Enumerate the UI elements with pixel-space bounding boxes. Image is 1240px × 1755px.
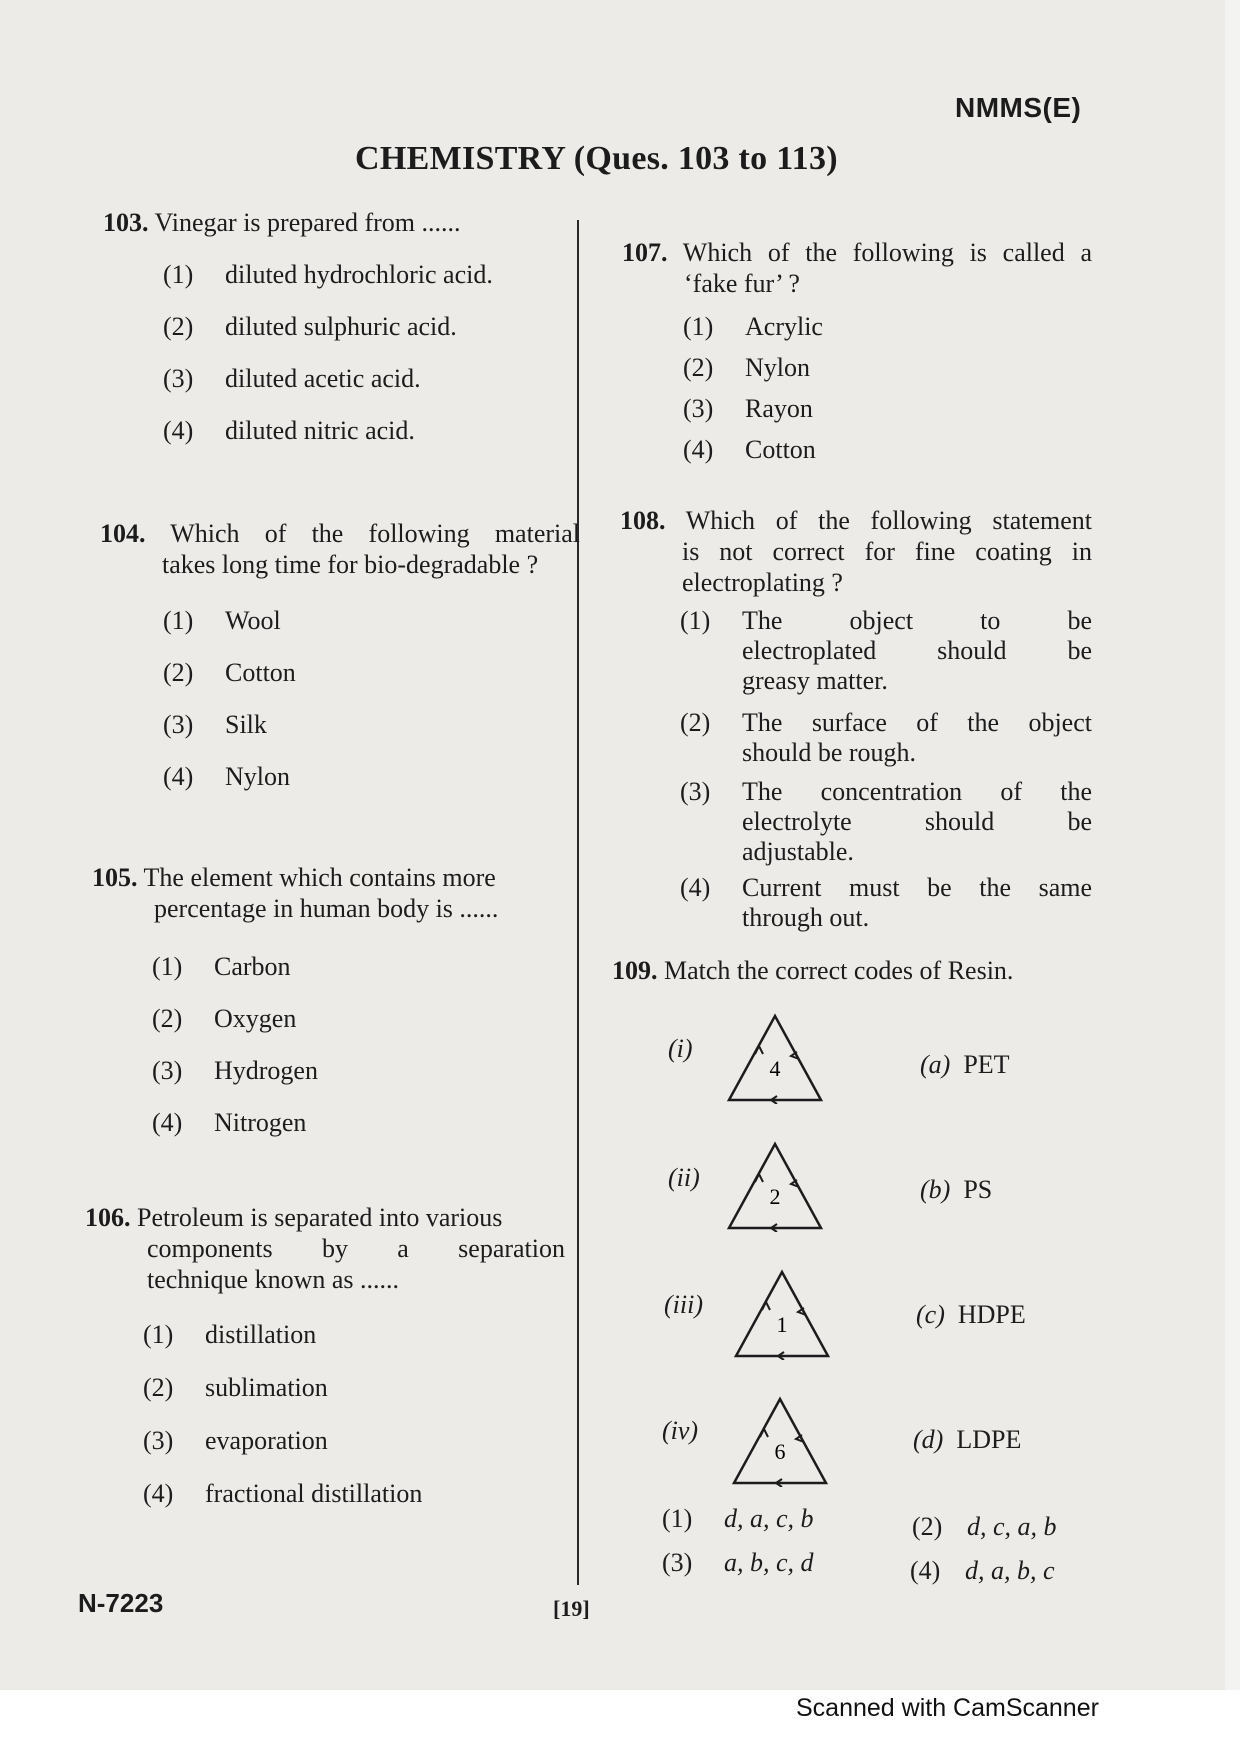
option[interactable] (143, 1479, 422, 1509)
question-text-line: Which of the following material (170, 519, 581, 548)
option-text: d, a, c, b (724, 1504, 814, 1533)
question-text-line: ‘fake fur’ ? (684, 269, 800, 298)
question-105 (92, 862, 572, 924)
option-number: (3) (163, 710, 194, 739)
question-text-line: Petroleum is separated into various (137, 1203, 503, 1232)
option-number: (4) (680, 873, 711, 902)
question-text-line: electroplating ? (682, 568, 843, 597)
option[interactable] (680, 708, 1092, 768)
page-number: [19] (553, 1596, 590, 1621)
option-number: (3) (680, 777, 711, 806)
option[interactable] (143, 1373, 328, 1403)
question-104 (100, 518, 580, 580)
option-number: (2) (680, 708, 711, 737)
answer-option[interactable] (910, 1556, 1055, 1586)
option-number: (2) (163, 658, 194, 687)
option[interactable] (163, 260, 493, 290)
option-text: d, a, b, c (965, 1556, 1055, 1585)
option[interactable] (683, 394, 813, 424)
resin-name (920, 1175, 992, 1205)
option-number: (4) (163, 762, 194, 791)
option-number: (1) (662, 1504, 693, 1533)
option[interactable] (163, 416, 415, 446)
option[interactable] (163, 710, 267, 740)
question-109 (612, 955, 1013, 986)
recycle-triangle-icon (730, 1395, 830, 1487)
option-text: Nylon (745, 353, 810, 382)
recycle-triangle-icon (732, 1268, 832, 1360)
recycle-triangle-icon (725, 1012, 825, 1104)
option[interactable] (163, 364, 421, 394)
option-number: (3) (662, 1548, 693, 1577)
option-text: Nylon (225, 762, 290, 791)
resin-text: PET (963, 1050, 1010, 1079)
resin-code: 1 (776, 1312, 788, 1337)
resin-letter: (d) (913, 1425, 944, 1454)
resin-code: 4 (769, 1056, 781, 1081)
option-text: diluted acetic acid. (225, 364, 421, 393)
answer-option[interactable] (912, 1512, 1057, 1542)
option[interactable] (163, 762, 290, 792)
question-text-line: components by a separation (147, 1234, 565, 1263)
option-text-line: The surface of the object (742, 708, 1092, 737)
option-text: d, c, a, b (967, 1512, 1057, 1541)
option-number: (3) (163, 364, 194, 393)
option-number: (4) (152, 1108, 183, 1137)
option-text: Carbon (214, 952, 291, 981)
option-text: a, b, c, d (724, 1548, 814, 1577)
option-number: (4) (163, 416, 194, 445)
option-number: (3) (143, 1426, 174, 1455)
option-text: evaporation (205, 1426, 328, 1455)
match-item-label: (iii) (664, 1290, 703, 1319)
option[interactable] (163, 658, 296, 688)
option-text: fractional distillation (205, 1479, 423, 1508)
resin-text: LDPE (956, 1425, 1022, 1454)
option[interactable] (152, 952, 291, 982)
option-text-line: electroplated should be (742, 636, 1092, 665)
question-text-line: technique known as ...... (147, 1265, 400, 1294)
question-text-line: The element which contains more (143, 863, 496, 892)
option-number: (2) (683, 353, 714, 382)
resin-text: PS (963, 1175, 993, 1204)
option-number: (2) (912, 1512, 943, 1541)
question-text-line: is not correct for fine coating in (682, 537, 1092, 566)
option-number: (2) (163, 312, 194, 341)
option[interactable] (143, 1320, 316, 1350)
question-text: Vinegar is prepared from ...... (154, 208, 461, 237)
option[interactable] (152, 1004, 296, 1034)
option-number: (1) (143, 1320, 174, 1349)
option-number: (1) (683, 312, 714, 341)
resin-code: 2 (769, 1184, 781, 1209)
question-text-line: takes long time for bio-degradable ? (162, 550, 539, 579)
option-number: (2) (143, 1373, 174, 1402)
scanner-watermark: Scanned with CamScanner (796, 1694, 1099, 1722)
option-text-line: should be rough. (742, 738, 917, 767)
option[interactable] (683, 312, 823, 342)
resin-text: HDPE (957, 1300, 1026, 1329)
option-number: (1) (163, 606, 194, 635)
option[interactable] (152, 1108, 306, 1138)
section-title: CHEMISTRY (Ques. 103 to 113) (355, 140, 838, 177)
option-text: Acrylic (745, 312, 823, 341)
option-text-line: adjustable. (742, 837, 854, 866)
resin-name (916, 1300, 1026, 1330)
resin-code: 6 (774, 1439, 786, 1464)
option[interactable] (163, 312, 457, 342)
question-text-line: Which of the following statement (685, 506, 1092, 535)
option[interactable] (683, 353, 810, 383)
option-text-line: Current must be the same (742, 873, 1092, 902)
question-text-line: percentage in human body is ...... (154, 894, 499, 923)
answer-option[interactable] (662, 1504, 814, 1534)
option-number: (4) (910, 1556, 941, 1585)
option-number: (2) (152, 1004, 183, 1033)
recycle-triangle-icon (725, 1140, 825, 1232)
option-number: (1) (680, 606, 711, 635)
option[interactable] (152, 1056, 318, 1086)
question-number: 106. (85, 1203, 131, 1232)
question-number: 109. (612, 956, 658, 985)
option-text: Cotton (225, 658, 296, 687)
resin-name (920, 1050, 1010, 1080)
option[interactable] (683, 435, 816, 465)
option-number: (1) (163, 260, 194, 289)
booklet-code: N-7223 (78, 1588, 164, 1618)
match-item-label: (iv) (662, 1416, 699, 1445)
option-text-line: electrolyte should be (742, 807, 1092, 836)
option-text: diluted sulphuric acid. (225, 312, 457, 341)
match-item-label: (i) (668, 1034, 693, 1063)
resin-letter: (c) (916, 1300, 945, 1329)
answer-option[interactable] (662, 1548, 814, 1578)
question-number: 105. (92, 863, 138, 892)
column-divider (577, 220, 579, 1585)
option-text: sublimation (205, 1373, 328, 1402)
option[interactable] (680, 606, 1092, 696)
option-text: distillation (205, 1320, 317, 1349)
option-text: Oxygen (214, 1004, 297, 1033)
option-number: (4) (683, 435, 714, 464)
resin-name (913, 1425, 1021, 1455)
match-item-label: (ii) (668, 1163, 700, 1192)
paper-code: NMMS(E) (955, 92, 1082, 123)
question-108 (620, 505, 1092, 598)
option-text-line: through out. (742, 903, 870, 932)
question-106 (85, 1202, 565, 1295)
option-number: (3) (683, 394, 714, 423)
option[interactable] (163, 606, 281, 636)
option-text: Wool (225, 606, 281, 635)
question-number: 107. (622, 238, 668, 267)
option-text: Silk (225, 710, 267, 739)
option-text: Cotton (745, 435, 816, 464)
option-text: diluted hydrochloric acid. (225, 260, 493, 289)
option-text: diluted nitric acid. (225, 416, 415, 445)
option[interactable] (143, 1426, 328, 1456)
option-text: Rayon (745, 394, 813, 423)
option-text-line: The object to be (742, 606, 1092, 635)
option-text-line: The concentration of the (742, 777, 1092, 806)
option-text: Hydrogen (214, 1056, 318, 1085)
option-number: (4) (143, 1479, 174, 1508)
question-number: 103. (103, 208, 149, 237)
option-number: (3) (152, 1056, 183, 1085)
resin-letter: (a) (920, 1050, 951, 1079)
question-text-line: Which of the following is called a (682, 238, 1093, 267)
option-number: (1) (152, 952, 183, 981)
option[interactable] (680, 873, 1092, 933)
option-text: Nitrogen (214, 1108, 307, 1137)
option-text-line: greasy matter. (742, 666, 888, 695)
question-number: 108. (620, 506, 666, 535)
question-number: 104. (100, 519, 146, 548)
question-103 (103, 207, 461, 238)
resin-letter: (b) (920, 1175, 951, 1204)
option[interactable] (680, 777, 1092, 867)
question-107 (622, 237, 1092, 299)
question-text: Match the correct codes of Resin. (664, 956, 1014, 985)
